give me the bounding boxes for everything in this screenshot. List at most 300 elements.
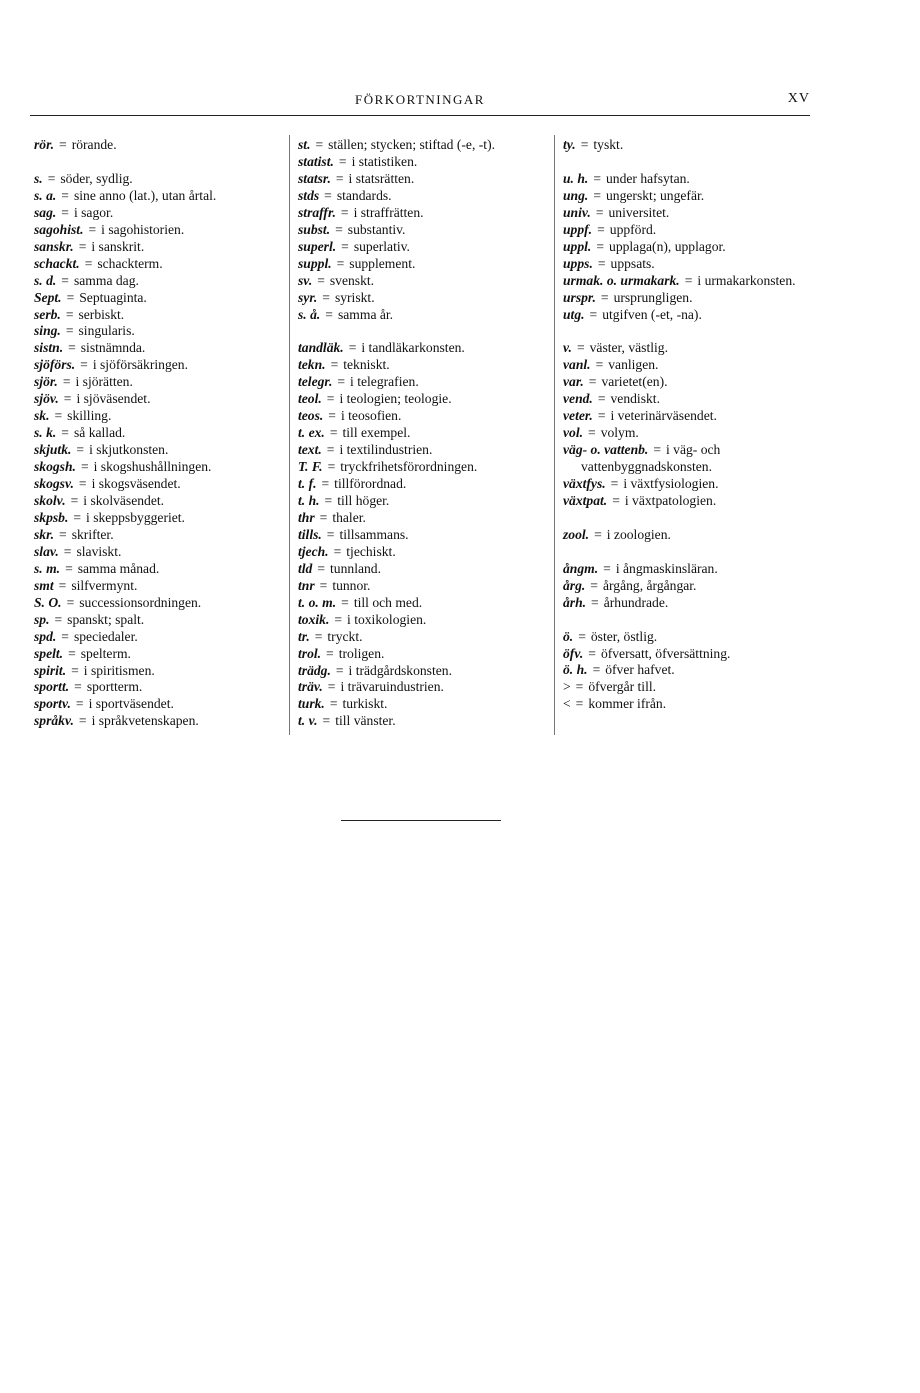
abbreviation-entry [298, 425, 548, 442]
entry-spacer [563, 612, 815, 629]
abbreviation-entry [563, 476, 815, 493]
equals-sign: = [329, 696, 338, 712]
abbreviation-entry [563, 205, 815, 222]
abbreviation-definition: till höger. [337, 493, 390, 508]
abbreviation-entry [34, 510, 284, 527]
equals-sign: = [348, 340, 357, 356]
abbreviation-definition: i skjutkonsten. [89, 442, 169, 458]
abbreviation-entry [34, 544, 284, 561]
abbreviation-definition: i tandläkarkonsten. [361, 340, 465, 356]
abbreviation-term: sjör. [34, 374, 58, 390]
abbreviation-definition: slaviskt. [76, 543, 122, 559]
entry-spacer [563, 323, 815, 340]
abbreviation-entry [34, 391, 284, 408]
abbreviation-term: spirit. [34, 662, 67, 678]
abbreviation-term: ty. [563, 137, 576, 152]
equals-sign: = [576, 340, 585, 356]
abbreviation-definition: i toxikologien. [347, 611, 427, 627]
abbreviation-definition: i straffrätten. [353, 204, 424, 220]
entry-spacer [563, 154, 815, 171]
abbreviation-definition: tillförordnad. [334, 476, 407, 492]
abbreviation-term: öfv. [563, 645, 584, 661]
abbreviation-entry [298, 629, 548, 646]
abbreviation-term: spelt. [34, 645, 64, 661]
abbreviation-entry [298, 290, 548, 307]
abbreviation-entry [34, 459, 284, 476]
abbreviation-definition: väster, västlig. [589, 340, 668, 356]
abbreviation-entry [298, 357, 548, 374]
abbreviation-entry [34, 273, 284, 290]
abbreviation-term: urspr. [563, 289, 596, 305]
equals-sign: = [325, 306, 333, 322]
abbreviation-term: statsr. [298, 170, 331, 186]
abbreviation-definition: öfvergår till. [588, 679, 657, 695]
abbreviation-entry [298, 137, 548, 154]
abbreviation-entry [563, 646, 815, 663]
equals-sign: = [62, 374, 71, 390]
equals-sign: = [47, 170, 56, 186]
abbreviation-term: rör. [34, 137, 55, 152]
abbreviation-entry [34, 493, 284, 510]
abbreviation-definition: söder, sydlig. [60, 170, 133, 186]
abbreviation-term: ö. [563, 628, 574, 644]
abbreviation-definition: ursprungligen. [613, 289, 693, 305]
abbreviation-term: u. h. [563, 170, 589, 186]
abbreviation-term: < [563, 696, 571, 712]
abbreviation-term: T. F. [298, 459, 323, 475]
abbreviation-definition: i sjörätten. [75, 374, 133, 390]
abbreviation-entry [298, 646, 548, 663]
page-title: FÖRKORTNINGAR [355, 92, 485, 107]
abbreviation-term: utg. [563, 306, 585, 322]
abbreviation-entry [34, 527, 284, 544]
abbreviation-definition: universitet. [608, 204, 670, 220]
abbreviation-definition: i statsrätten. [348, 170, 415, 186]
abbreviation-term: teol. [298, 391, 322, 407]
abbreviation-term: skjutk. [34, 442, 72, 458]
equals-sign: = [54, 611, 63, 627]
abbreviation-entry [563, 188, 815, 205]
equals-sign: = [333, 543, 342, 559]
equals-sign: = [335, 170, 344, 186]
abbreviation-term: schackt. [34, 255, 80, 271]
equals-sign: = [61, 628, 69, 644]
abbreviation-entry [563, 137, 815, 154]
abbreviation-entry [34, 612, 284, 629]
abbreviation-entry [298, 595, 548, 612]
abbreviation-term: växtfys. [563, 476, 606, 492]
abbreviation-definition: samma månad. [77, 560, 160, 576]
equals-sign: = [54, 408, 63, 424]
entry-spacer [563, 544, 815, 561]
abbreviation-term: ångm. [563, 560, 599, 576]
abbreviation-entry [563, 527, 815, 544]
abbreviation-term: ung. [563, 187, 589, 203]
abbreviation-term: t. o. m. [298, 594, 337, 610]
abbreviation-term: sjöv. [34, 391, 59, 407]
abbreviation-entry [34, 307, 284, 324]
equals-sign: = [74, 679, 82, 695]
end-rule [341, 820, 501, 821]
abbreviation-entry [563, 357, 815, 374]
abbreviation-definition: öster, östlig. [590, 628, 658, 644]
abbreviation-definition: i sanskrit. [91, 238, 145, 254]
equals-sign: = [596, 238, 605, 254]
abbreviation-term: s. k. [34, 425, 57, 441]
abbreviation-term: s. d. [34, 272, 57, 288]
abbreviation-entry [298, 561, 548, 578]
abbreviation-definition: singularis. [78, 323, 135, 339]
abbreviation-term: teos. [298, 408, 324, 424]
equals-sign: = [594, 526, 602, 542]
abbreviation-definition: i teosofien. [340, 408, 402, 424]
equals-sign: = [597, 255, 606, 271]
equals-sign: = [588, 645, 596, 661]
abbreviation-term: ö. h. [563, 662, 588, 678]
abbreviation-definition: i sagor. [73, 204, 114, 220]
equals-sign: = [597, 221, 605, 237]
equals-sign: = [58, 577, 67, 593]
equals-sign: = [588, 374, 597, 390]
abbreviation-entry [563, 629, 815, 646]
equals-sign: = [575, 679, 584, 695]
abbreviation-definition: schackterm. [97, 255, 163, 271]
abbreviation-entry [34, 679, 284, 696]
abbreviation-term: suppl. [298, 255, 332, 271]
abbreviation-definition: volym. [600, 425, 639, 441]
abbreviation-entry [563, 662, 815, 679]
abbreviation-entry [298, 493, 548, 510]
abbreviation-entry [298, 476, 548, 493]
entry-spacer [563, 510, 815, 527]
abbreviation-entry [563, 595, 815, 612]
abbreviation-column-2 [298, 137, 548, 730]
abbreviation-term: S. O. [34, 594, 62, 610]
page-number: XV [787, 91, 810, 106]
abbreviation-entry [298, 578, 548, 595]
abbreviation-entry [34, 171, 284, 188]
equals-sign: = [335, 221, 343, 237]
abbreviation-term: Sept. [34, 289, 62, 305]
abbreviation-term: var. [563, 374, 584, 390]
equals-sign: = [340, 204, 349, 220]
abbreviation-column-1 [34, 137, 284, 730]
abbreviation-definition: thaler. [332, 509, 366, 525]
abbreviation-definition: sistnämnda. [80, 340, 146, 356]
abbreviation-definition: i urmakarkonsten. [697, 272, 796, 288]
abbreviation-definition: utgifven (-et, -na). [602, 306, 702, 322]
abbreviation-definition: tekniskt. [343, 357, 390, 373]
abbreviation-entry [563, 307, 815, 324]
abbreviation-definition: till och med. [353, 594, 423, 610]
equals-sign: = [61, 204, 69, 220]
abbreviation-definition: samma år. [337, 306, 394, 322]
equals-sign: = [78, 713, 87, 729]
equals-sign: = [326, 526, 335, 542]
abbreviation-definition: spelterm. [80, 645, 131, 661]
abbreviation-definition: till vänster. [335, 713, 396, 729]
abbreviation-definition: ungerskt; ungefär. [606, 187, 705, 203]
equals-sign: = [684, 272, 693, 288]
abbreviation-definition: öfver hafvet. [605, 662, 675, 678]
equals-sign: = [595, 357, 604, 373]
equals-sign: = [597, 408, 606, 424]
equals-sign: = [63, 543, 72, 559]
abbreviation-definition: i trävaruindustrien. [340, 679, 444, 695]
equals-sign: = [324, 187, 332, 203]
equals-sign: = [65, 323, 74, 339]
abbreviation-entry [34, 256, 284, 273]
abbreviation-entry [298, 340, 548, 357]
abbreviation-entry [34, 323, 284, 340]
abbreviation-entry [298, 154, 548, 171]
equals-sign: = [59, 137, 67, 152]
abbreviation-entry [34, 713, 284, 730]
abbreviation-entry [298, 612, 548, 629]
abbreviation-entry [34, 408, 284, 425]
page-header [30, 92, 810, 112]
equals-sign: = [324, 493, 333, 508]
abbreviation-definition: kommer ifrån. [588, 696, 667, 712]
equals-sign: = [591, 594, 599, 610]
abbreviation-term: spd. [34, 628, 57, 644]
equals-sign: = [65, 560, 73, 576]
equals-sign: = [73, 509, 82, 525]
equals-sign: = [88, 221, 97, 237]
abbreviation-term: subst. [298, 221, 331, 237]
abbreviation-entry [563, 391, 815, 408]
abbreviation-column-3 [563, 137, 815, 713]
abbreviation-entry [34, 595, 284, 612]
abbreviation-entry [563, 290, 815, 307]
abbreviation-entry [34, 205, 284, 222]
equals-sign: = [78, 476, 87, 492]
equals-sign: = [597, 391, 606, 407]
equals-sign: = [68, 340, 76, 356]
abbreviation-term: skr. [34, 526, 55, 542]
abbreviation-definition: i ångmaskinsläran. [615, 560, 718, 576]
abbreviation-entry [563, 256, 815, 273]
abbreviation-entry [34, 629, 284, 646]
abbreviation-definition: sine anno (lat.), utan årtal. [73, 187, 217, 203]
abbreviation-entry [298, 256, 548, 273]
abbreviation-entry [563, 374, 815, 391]
equals-sign: = [68, 645, 76, 661]
abbreviation-term: s. a. [34, 187, 57, 203]
abbreviation-term: s. å. [298, 306, 321, 322]
abbreviation-definition: ställen; stycken; stiftad (-e, -t). [328, 137, 495, 152]
abbreviation-definition: samma dag. [73, 272, 139, 288]
header-rule [30, 115, 810, 116]
equals-sign: = [59, 526, 67, 542]
abbreviation-term: sv. [298, 272, 313, 288]
abbreviation-definition: upplaga(n), upplagor. [609, 238, 726, 254]
abbreviation-term: tekn. [298, 357, 326, 373]
equals-sign: = [330, 357, 339, 373]
abbreviation-definition: turkiskt. [342, 696, 388, 712]
abbreviation-definition: i växtfysiologien. [623, 476, 719, 492]
abbreviation-term: skpsb. [34, 509, 69, 525]
abbreviation-entry [34, 357, 284, 374]
entry-spacer [34, 154, 284, 171]
abbreviation-term: straffr. [298, 204, 336, 220]
abbreviation-term: s. m. [34, 560, 61, 576]
equals-sign: = [575, 696, 584, 712]
abbreviation-term: språkv. [34, 713, 74, 729]
abbreviation-term: träv. [298, 679, 323, 695]
abbreviation-entry [298, 391, 548, 408]
abbreviation-definition: tryckfrihetsförordningen. [340, 459, 478, 475]
abbreviation-definition: århundrade. [603, 594, 669, 610]
abbreviation-term: tr. [298, 628, 310, 644]
abbreviation-entry [34, 442, 284, 459]
abbreviation-definition: i skogsväsendet. [91, 476, 181, 492]
abbreviation-term: vend. [563, 391, 593, 407]
abbreviation-term: serb. [34, 306, 61, 322]
abbreviation-entry [563, 425, 815, 442]
abbreviation-definition: tillsammans. [339, 526, 409, 542]
equals-sign: = [326, 442, 335, 458]
abbreviation-term: sp. [34, 611, 50, 627]
equals-sign: = [338, 153, 347, 169]
abbreviation-definition: serbiskt. [78, 306, 125, 322]
equals-sign: = [63, 391, 72, 407]
abbreviation-term: trädg. [298, 662, 331, 678]
abbreviation-term: tld [298, 560, 313, 576]
equals-sign: = [66, 289, 75, 305]
abbreviation-entry [298, 239, 548, 256]
abbreviation-entry [298, 713, 548, 730]
abbreviation-term: skogsv. [34, 476, 74, 492]
abbreviation-term: sag. [34, 204, 57, 220]
abbreviation-entry [34, 696, 284, 713]
equals-sign: = [653, 442, 661, 458]
abbreviation-term: t. v. [298, 713, 318, 729]
abbreviation-entry [298, 510, 548, 527]
abbreviation-definition: speciedaler. [73, 628, 138, 644]
abbreviation-term: urmak. o. urmakark. [563, 272, 680, 288]
abbreviation-entry [563, 340, 815, 357]
abbreviation-term: thr [298, 509, 315, 525]
abbreviation-term: vanl. [563, 357, 591, 373]
abbreviation-entry [563, 561, 815, 578]
abbreviation-entry [34, 239, 284, 256]
abbreviation-term: trol. [298, 645, 322, 661]
abbreviation-term: växtpat. [563, 492, 608, 508]
equals-sign: = [341, 238, 349, 254]
abbreviation-entry [298, 374, 548, 391]
abbreviation-definition: i zoologien. [606, 526, 671, 542]
abbreviation-term: uppl. [563, 238, 592, 254]
abbreviation-term: veter. [563, 408, 593, 424]
equals-sign: = [317, 560, 326, 576]
abbreviation-definition: tunnland. [330, 560, 382, 576]
equals-sign: = [322, 713, 331, 729]
abbreviation-definition: tunnor. [332, 577, 371, 593]
equals-sign: = [593, 170, 601, 186]
abbreviation-entry [34, 137, 284, 154]
equals-sign: = [61, 272, 69, 288]
abbreviation-definition: i sjöförsäkringen. [92, 357, 188, 373]
equals-sign: = [322, 289, 330, 305]
equals-sign: = [315, 137, 324, 152]
abbreviation-entry [34, 578, 284, 595]
abbreviation-term: statist. [298, 153, 334, 169]
abbreviation-definition: i veterinärväsendet. [610, 408, 717, 424]
abbreviation-definition: tyskt. [593, 137, 624, 152]
equals-sign: = [61, 187, 69, 203]
abbreviation-definition: i sjöväsendet. [76, 391, 151, 407]
abbreviation-definition: årgång, årgångar. [602, 577, 697, 593]
abbreviation-entry [298, 408, 548, 425]
equals-sign: = [336, 255, 345, 271]
equals-sign: = [314, 628, 323, 644]
abbreviation-term: sing. [34, 323, 61, 339]
equals-sign: = [592, 662, 601, 678]
equals-sign: = [595, 204, 604, 220]
abbreviation-definition: standards. [336, 187, 392, 203]
abbreviation-definition: Septuaginta. [79, 289, 147, 305]
abbreviation-definition: skilling. [67, 408, 112, 424]
abbreviation-term: väg- o. vattenb. [563, 442, 649, 458]
abbreviation-term: > [563, 679, 571, 695]
abbreviation-definition: sportterm. [86, 679, 143, 695]
abbreviation-definition: i sportväsendet. [88, 696, 174, 712]
equals-sign: = [600, 289, 609, 305]
abbreviation-entry [34, 340, 284, 357]
equals-sign: = [580, 137, 589, 152]
abbreviation-term: text. [298, 442, 322, 458]
equals-sign: = [71, 662, 79, 678]
abbreviation-term: s. [34, 170, 43, 186]
equals-sign: = [589, 306, 598, 322]
abbreviation-definition: svenskt. [329, 272, 375, 288]
abbreviation-entry [298, 188, 548, 205]
abbreviation-definition: vanligen. [608, 357, 659, 373]
abbreviation-entry [563, 578, 815, 595]
abbreviation-definition: i trädgårdskonsten. [348, 662, 452, 678]
abbreviation-term: uppf. [563, 221, 593, 237]
abbreviation-entry [298, 544, 548, 561]
abbreviation-definition: uppsats. [610, 255, 655, 271]
abbreviation-definition: i statistiken. [351, 153, 418, 169]
abbreviation-definition: i spiritismen. [83, 662, 155, 678]
abbreviation-term: sportt. [34, 679, 70, 695]
abbreviation-entry [298, 222, 548, 239]
abbreviation-entry [563, 679, 815, 696]
equals-sign: = [78, 238, 87, 254]
equals-sign: = [327, 679, 336, 695]
abbreviation-definition: varietet(en). [601, 374, 668, 390]
abbreviation-entry [563, 273, 815, 290]
abbreviation-term: v. [563, 340, 572, 356]
equals-sign: = [588, 425, 596, 441]
abbreviation-definition: i textilindustrien. [339, 442, 433, 458]
abbreviation-entry [298, 442, 548, 459]
abbreviation-definition: i teologien; teologie. [339, 391, 452, 407]
abbreviation-entry [34, 222, 284, 239]
abbreviation-term: smt [34, 577, 54, 593]
abbreviation-term: turk. [298, 696, 325, 712]
abbreviation-definition: öfversatt, öfversättning. [600, 645, 731, 661]
abbreviation-definition: så kallad. [73, 425, 126, 441]
equals-sign: = [76, 442, 85, 458]
equals-sign: = [334, 611, 343, 627]
abbreviation-entry [298, 527, 548, 544]
equals-sign: = [329, 425, 338, 441]
abbreviation-definition: i språkvetenskapen. [91, 713, 199, 729]
abbreviation-term: sistn. [34, 340, 64, 356]
